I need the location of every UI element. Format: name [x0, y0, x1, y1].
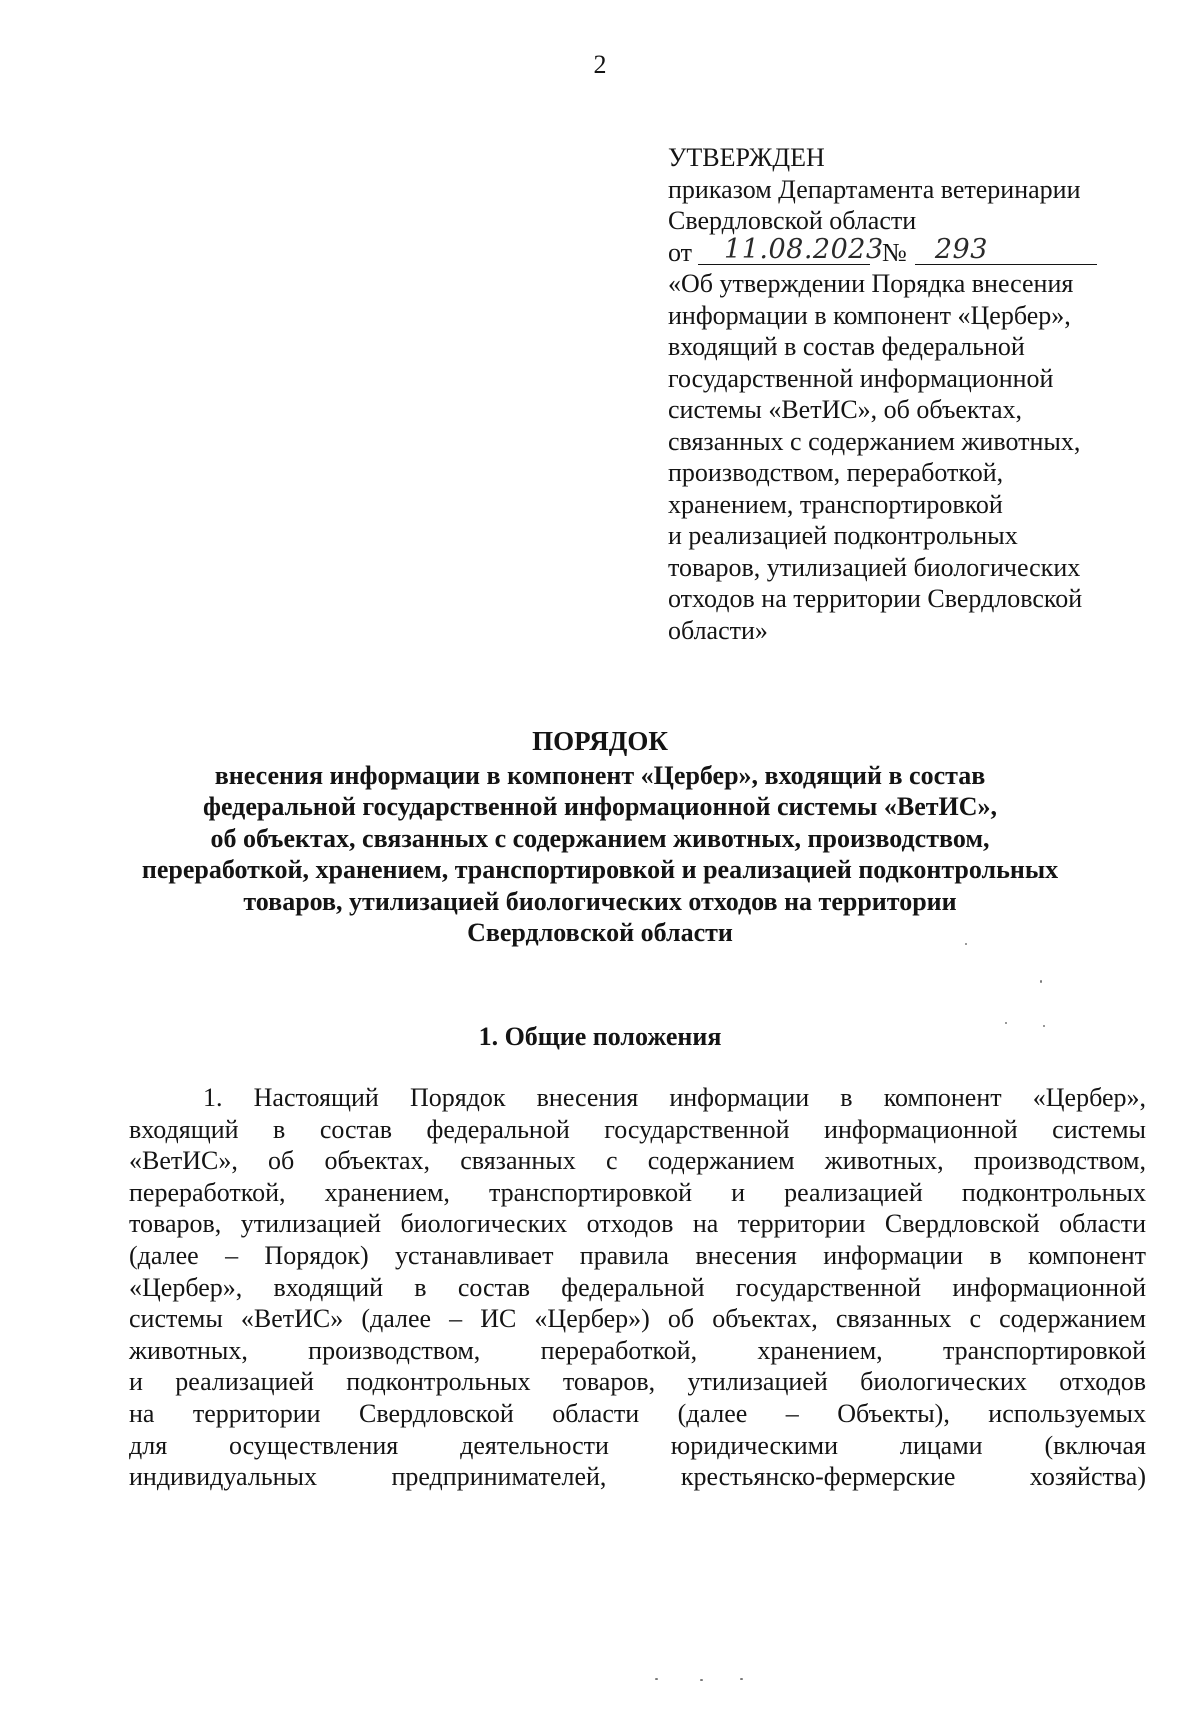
- paragraph-line: системы «ВетИС» (далее – ИС «Цербер») об объектах, связанных с содержанием: [129, 1304, 1146, 1334]
- paragraph-line: и реализацией подконтрольных товаров, утилизацией биологических отходов: [129, 1367, 1146, 1397]
- paragraph-line: на территории Свердловской области (далее – Объекты), используемых: [129, 1398, 1146, 1428]
- document-title: [100, 726, 1100, 949]
- order-title-line: системы «ВетИС», об объектах,: [668, 395, 1022, 424]
- handwritten-date: 11.08.2023: [698, 237, 870, 265]
- order-title-line: области»: [668, 615, 768, 645]
- section-heading: 1. Общие положения: [478, 1022, 722, 1051]
- document-subtitle-line: переработкой, хранением, транспортировкой и реализацией подконтрольных: [141, 855, 1059, 884]
- scan-speck: [1040, 980, 1042, 983]
- scan-speck: [700, 1679, 703, 1681]
- order-title-line: «Об утверждении Порядка внесения: [668, 269, 1074, 298]
- paragraph-line: «ВетИС», об объектах, связанных с содержанием животных, производством,: [129, 1146, 1146, 1176]
- scan-speck: [1005, 1022, 1007, 1024]
- approval-block: [668, 142, 1148, 646]
- paragraph-line: входящий в состав федеральной государственной информационной системы: [129, 1114, 1146, 1144]
- number-prefix: №: [882, 237, 907, 267]
- document-subtitle-line: внесения информации в компонент «Цербер», входящий в состав: [214, 760, 986, 790]
- paragraph-line: 1. Настоящий Порядок внесения информации в компонент «Цербер»,: [203, 1083, 1146, 1112]
- order-title-line: и реализацией подконтрольных: [668, 521, 1018, 550]
- approval-date-line: [668, 234, 1148, 269]
- order-title-line: отходов на территории Свердловской: [668, 584, 1083, 613]
- order-title-line: товаров, утилизацией биологических: [668, 552, 1081, 582]
- order-title-line: входящий в состав федеральной: [668, 332, 1025, 361]
- paragraph-line: индивидуальных предпринимателей, крестьянско-фермерские хозяйства): [129, 1462, 1146, 1492]
- order-title-line: хранением, транспортировкой: [668, 489, 1003, 519]
- approval-line: приказом Департамента ветеринарии: [668, 174, 1081, 204]
- paragraph-line: животных, производством, переработкой, хранением, транспортировкой: [129, 1335, 1146, 1365]
- document-subtitle-line: федеральной государственной информационной системы «ВетИС»,: [202, 792, 997, 821]
- paragraph-1: [129, 1082, 1146, 1493]
- paragraph-line: «Цербер», входящий в состав федеральной государственной информационной: [129, 1272, 1146, 1302]
- scan-speck: [740, 1678, 743, 1680]
- paragraph-line: (далее – Порядок) устанавливает правила внесения информации в компонент: [129, 1240, 1146, 1270]
- document-subtitle-line: Свердловской области: [467, 918, 733, 947]
- order-title-line: государственной информационной: [668, 363, 1054, 393]
- page-number: 2: [593, 50, 607, 79]
- scan-speck: [655, 1678, 658, 1680]
- paragraph-line: для осуществления деятельности юридическими лицами (включая: [129, 1430, 1146, 1460]
- approval-heading: УТВЕРЖДЕН: [668, 143, 825, 172]
- order-title-line: производством, переработкой,: [668, 458, 1004, 487]
- document-subtitle-line: товаров, утилизацией биологических отходов на территории: [243, 886, 957, 916]
- scan-speck: [1043, 1025, 1045, 1027]
- scan-speck: [965, 943, 967, 945]
- order-title-line: информации в компонент «Цербер»,: [668, 300, 1071, 330]
- handwritten-order-number: 293: [915, 237, 1097, 265]
- approval-line: Свердловской области: [668, 206, 917, 235]
- order-title-line: связанных с содержанием животных,: [668, 426, 1081, 456]
- date-prefix: от: [668, 237, 693, 267]
- paragraph-line: товаров, утилизацией биологических отходов на территории Свердловской области: [129, 1209, 1146, 1239]
- document-title-main: ПОРЯДОК: [532, 726, 668, 756]
- paragraph-line: переработкой, хранением, транспортировкой и реализацией подконтрольных: [129, 1177, 1146, 1207]
- document-subtitle-line: об объектах, связанных с содержанием животных, производством,: [210, 823, 990, 853]
